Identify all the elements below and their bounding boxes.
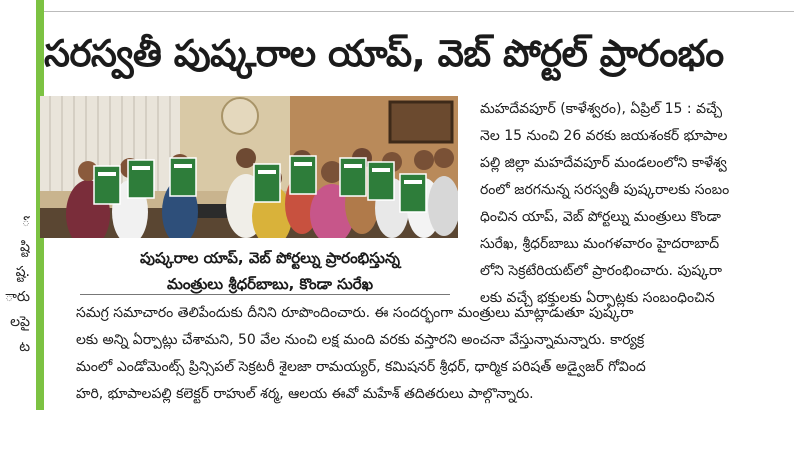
adjacent-column-fragment — [0, 210, 30, 360]
article-body-column — [480, 96, 790, 312]
fragment-line: ష్ట. — [15, 264, 30, 280]
fragment-line: ారు — [5, 289, 30, 305]
photo-caption — [80, 245, 460, 297]
article-line: లోని సెక్రటేరియట్‌లో ప్రారంభించారు. పుష్కరా — [480, 263, 722, 279]
caption-line: మంత్రులు శ్రీధర్‌బాబు, కొండా సురేఖ — [166, 275, 374, 293]
top-divider — [44, 11, 794, 12]
article-line: సమగ్ర సమాచారం తెలిపేందుకు దీనిని రూపొందించారు. ఈ సందర్భంగా మంత్రులు మాట్లాడుతూ పుష్కరా — [76, 305, 634, 321]
launch-event-photo — [40, 96, 458, 238]
article-line: మంలో ఎండోమెంట్స్ ప్రిన్సిపల్ సెక్రటరీ శైలజా రామయ్యర్, కమిషనర్ శ్రీధర్, ధార్మిక పరిషత్ అడ్వైజర్ గోవింద — [76, 359, 646, 375]
caption-divider — [80, 294, 450, 295]
article-line: లకు వచ్చే భక్తులకు ఏర్పాట్లకు సంబంధించిన — [480, 290, 715, 306]
article-line: హరి, భూపాలపల్లి కలెక్టర్ రాహుల్ శర్మ, ఆలయ ఈవో మహేశ్ తదితరులు పాల్గొన్నారు. — [76, 386, 534, 402]
article-line: లకు అన్ని ఏర్పాట్లు చేశామని, 50 వేల నుంచి లక్ష మంది వరకు వస్తారని అంచనా వేస్తున్నామన్నారు. కార్యక్ర — [76, 332, 645, 348]
article-line: రంలో జరగనున్న సరస్వతీ పుష్కరాలకు సంబం — [480, 182, 730, 198]
article-line: మహదేవపూర్ (కాళేశ్వరం), ఏప్రిల్ 15 : వచ్చే — [480, 101, 723, 117]
article-headline: సరస్వతీ పుష్కరాల యాప్, వెబ్ పోర్టల్ ప్రారంభం — [44, 32, 724, 75]
fragment-line: ట — [19, 339, 30, 355]
fragment-line: ష్టి — [20, 239, 30, 255]
news-photo — [40, 96, 458, 238]
article-line: ధించిన యాప్, వెబ్ పోర్టల్ను మంత్రులు కొండా — [480, 209, 721, 225]
article-line: సురేఖ, శ్రీధర్‌బాబు మంగళవారం హైదరాబాద్ — [480, 236, 720, 252]
caption-line: పుష్కరాల యాప్, వెబ్ పోర్టల్ను ప్రారంభిస్తున్న — [140, 249, 400, 267]
fragment-line: ో — [21, 214, 30, 230]
fragment-line: లపై — [10, 314, 30, 330]
article-line: పల్లి జిల్లా మహదేవపూర్ మండలంలోని కాళేశ్వ — [480, 155, 727, 171]
article-line: నెల 15 నుంచి 26 వరకు జయశంకర్ భూపాల — [480, 128, 728, 144]
article-body-full-width — [76, 300, 792, 408]
